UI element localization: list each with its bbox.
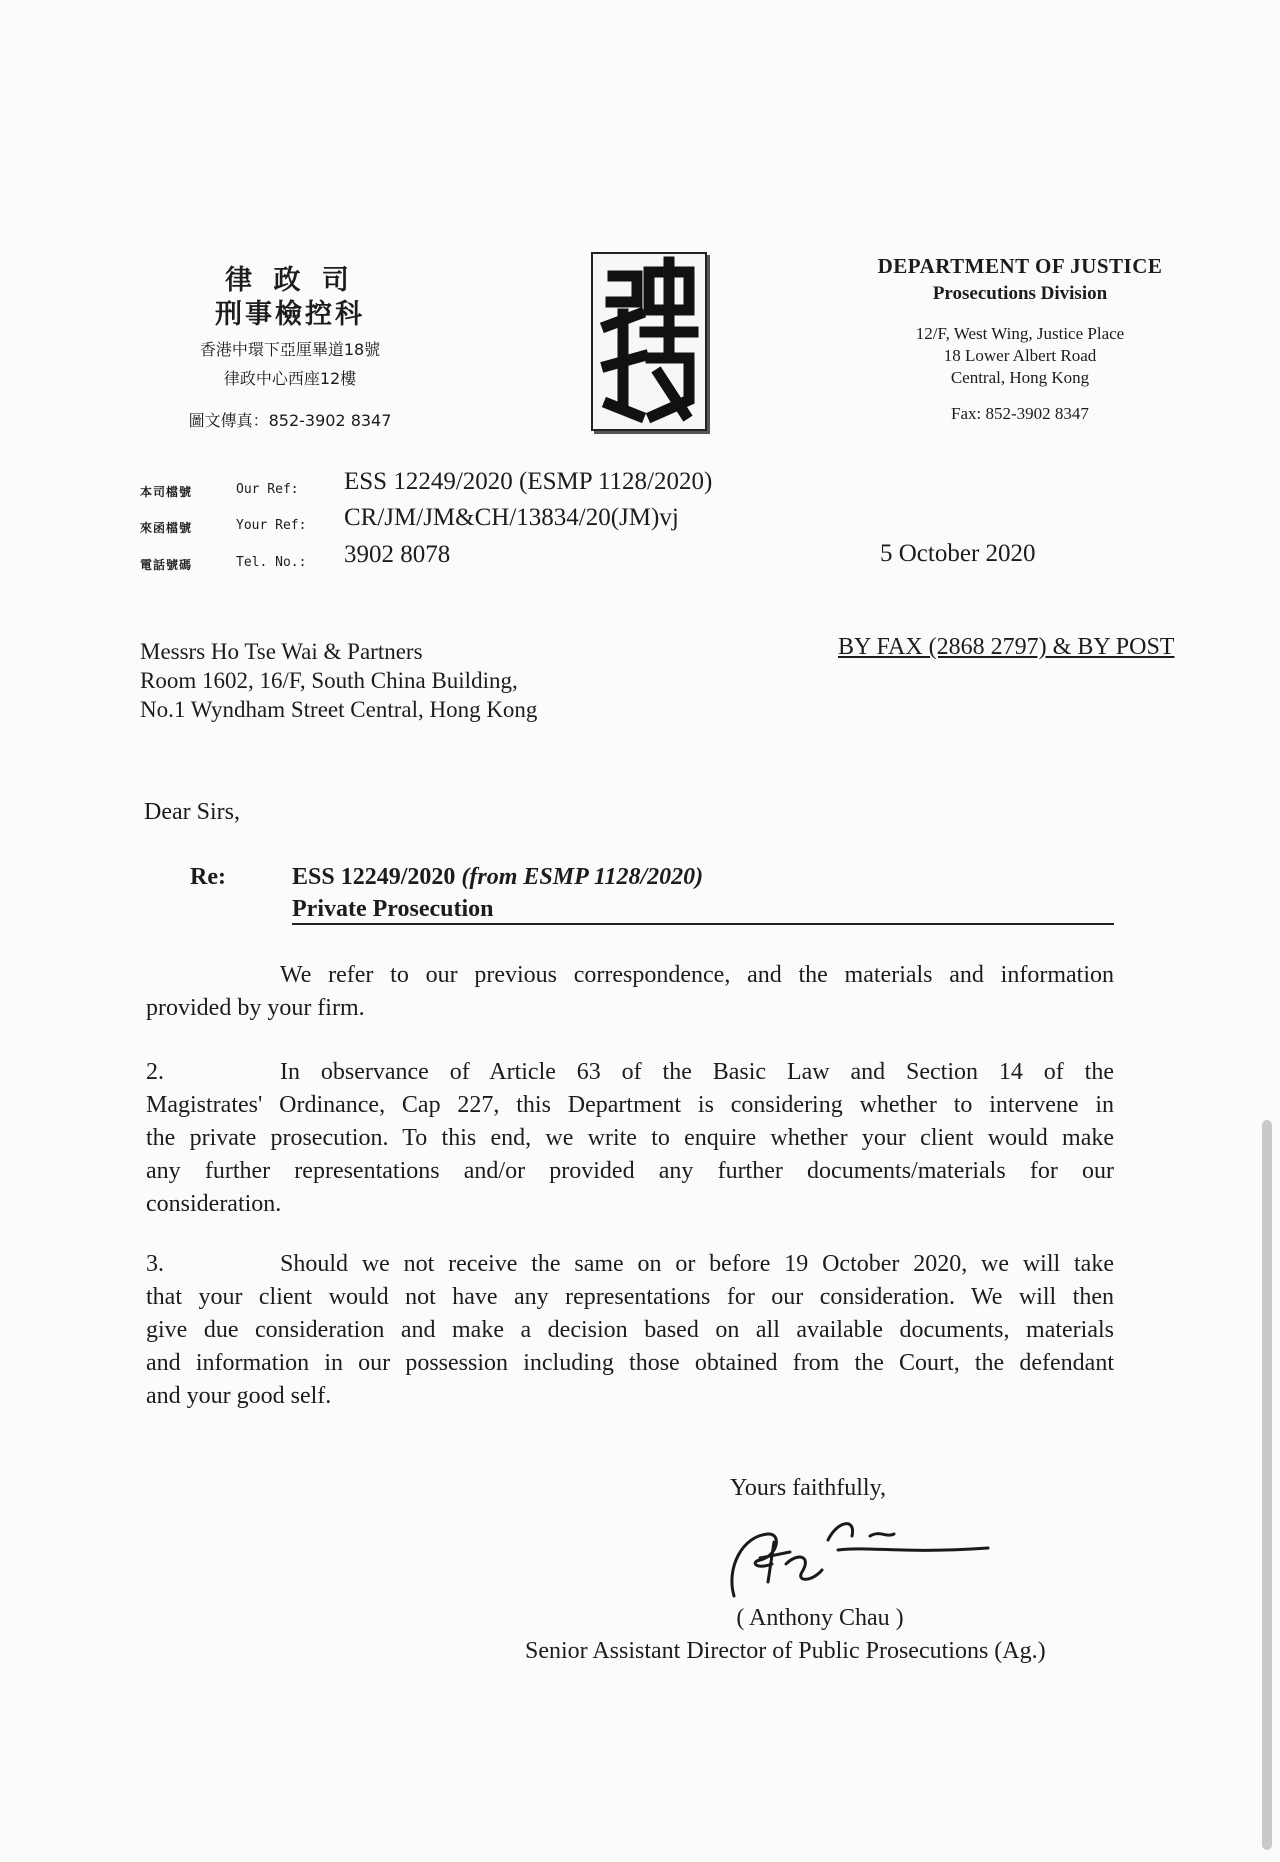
- paragraph-3-line: Should we not receive the same on or before 19 October 2020, we will take: [280, 1251, 1114, 1277]
- ref-your-value: CR/JM/JM&CH/13834/20(JM)vj: [344, 504, 679, 531]
- recipient-line3: No.1 Wyndham Street Central, Hong Kong: [140, 697, 538, 722]
- en-department: DEPARTMENT OF JUSTICE: [877, 254, 1163, 278]
- paragraph-2-number: 2.: [146, 1059, 164, 1085]
- cn-fax: 圖文傳真：852-3902 8347: [188, 411, 392, 430]
- ref-your-label-en: Your Ref:: [236, 518, 307, 533]
- subject-re-label: Re:: [190, 864, 226, 890]
- ref-tel-value: 3902 8078: [344, 541, 451, 568]
- subject-title: Private Prosecution: [292, 896, 494, 922]
- paragraph-2-line: consideration.: [146, 1191, 282, 1217]
- en-address-line1: 12/F, West Wing, Justice Place: [915, 324, 1125, 343]
- signatory-name: ( Anthony Chau ): [736, 1605, 904, 1631]
- department-seal: [591, 252, 707, 431]
- paragraph-3: [146, 1248, 1114, 1413]
- paragraph-3-line: and your good self.: [146, 1383, 332, 1409]
- recipient-line2: Room 1602, 16/F, South China Building,: [140, 668, 518, 693]
- subject-case: [292, 864, 703, 891]
- delivery-method: BY FAX (2868 2797) & BY POST: [838, 634, 1175, 660]
- paragraph-2-line: any further representations and/or provided any further documents/materials for our: [146, 1158, 1114, 1184]
- ref-our-label-en: Our Ref:: [236, 482, 299, 497]
- ref-tel-label-en: Tel. No.:: [236, 555, 307, 570]
- en-address-line2: 18 Lower Albert Road: [943, 346, 1097, 365]
- recipient-line1: Messrs Ho Tse Wai & Partners: [140, 639, 423, 664]
- paragraph-3-line: and information in our possession including those obtained from the Court, the defendant: [146, 1350, 1114, 1376]
- salutation: Dear Sirs,: [144, 799, 240, 825]
- ref-tel-label-cn: 電話號碼: [140, 558, 193, 572]
- ref-our-label-cn: 本司檔號: [140, 485, 193, 499]
- signatory-title: Senior Assistant Director of Public Prosecutions (Ag.): [525, 1638, 1046, 1664]
- paragraph-2-line: Magistrates' Ordinance, Cap 227, this Department is considering whether to intervene in: [146, 1092, 1114, 1118]
- paragraph-3-line: that your client would not have any representations for our consideration. We will then: [146, 1284, 1114, 1310]
- cn-division-title: 刑事檢控科: [215, 299, 365, 330]
- letter-date: 5 October 2020: [880, 540, 1036, 567]
- cn-dept-title: 律 政 司: [225, 265, 355, 296]
- paragraph-3-line: give due consideration and make a decision based on all available documents, materials: [146, 1317, 1114, 1343]
- paragraph-2: [146, 1056, 1114, 1221]
- closing: Yours faithfully,: [730, 1475, 887, 1501]
- ref-your-label-cn: 來函檔號: [140, 521, 193, 535]
- signature-image: [720, 1508, 1000, 1603]
- paragraph-2-line: In observance of Article 63 of the Basic Law and Section 14 of the: [280, 1059, 1114, 1085]
- paragraph-1: [146, 959, 1114, 1025]
- paragraph-1-line: We refer to our previous correspondence, and the materials and information: [280, 962, 1114, 988]
- paragraph-3-number: 3.: [146, 1251, 164, 1277]
- subject-case-number: ESS 12249/2020: [292, 864, 456, 890]
- en-address-line3: Central, Hong Kong: [950, 368, 1090, 387]
- subject-underline: [292, 923, 1114, 925]
- en-division: Prosecutions Division: [932, 283, 1108, 304]
- cn-address-line2: 律政中心西座12樓: [223, 369, 357, 388]
- subject-case-from: (from ESMP 1128/2020): [461, 864, 704, 890]
- seal-glyph-icon: [593, 254, 705, 429]
- recipient-block: [140, 637, 537, 724]
- paragraph-2-line: the private prosecution. To this end, we write to enquire whether your client would make: [146, 1125, 1114, 1151]
- cn-address-line1: 香港中環下亞厘畢道18號: [199, 340, 381, 359]
- ref-our-value: ESS 12249/2020 (ESMP 1128/2020): [344, 468, 713, 495]
- scrollbar[interactable]: [1262, 1120, 1272, 1850]
- paragraph-1-line: provided by your firm.: [146, 995, 365, 1021]
- en-fax: Fax: 852-3902 8347: [951, 404, 1089, 423]
